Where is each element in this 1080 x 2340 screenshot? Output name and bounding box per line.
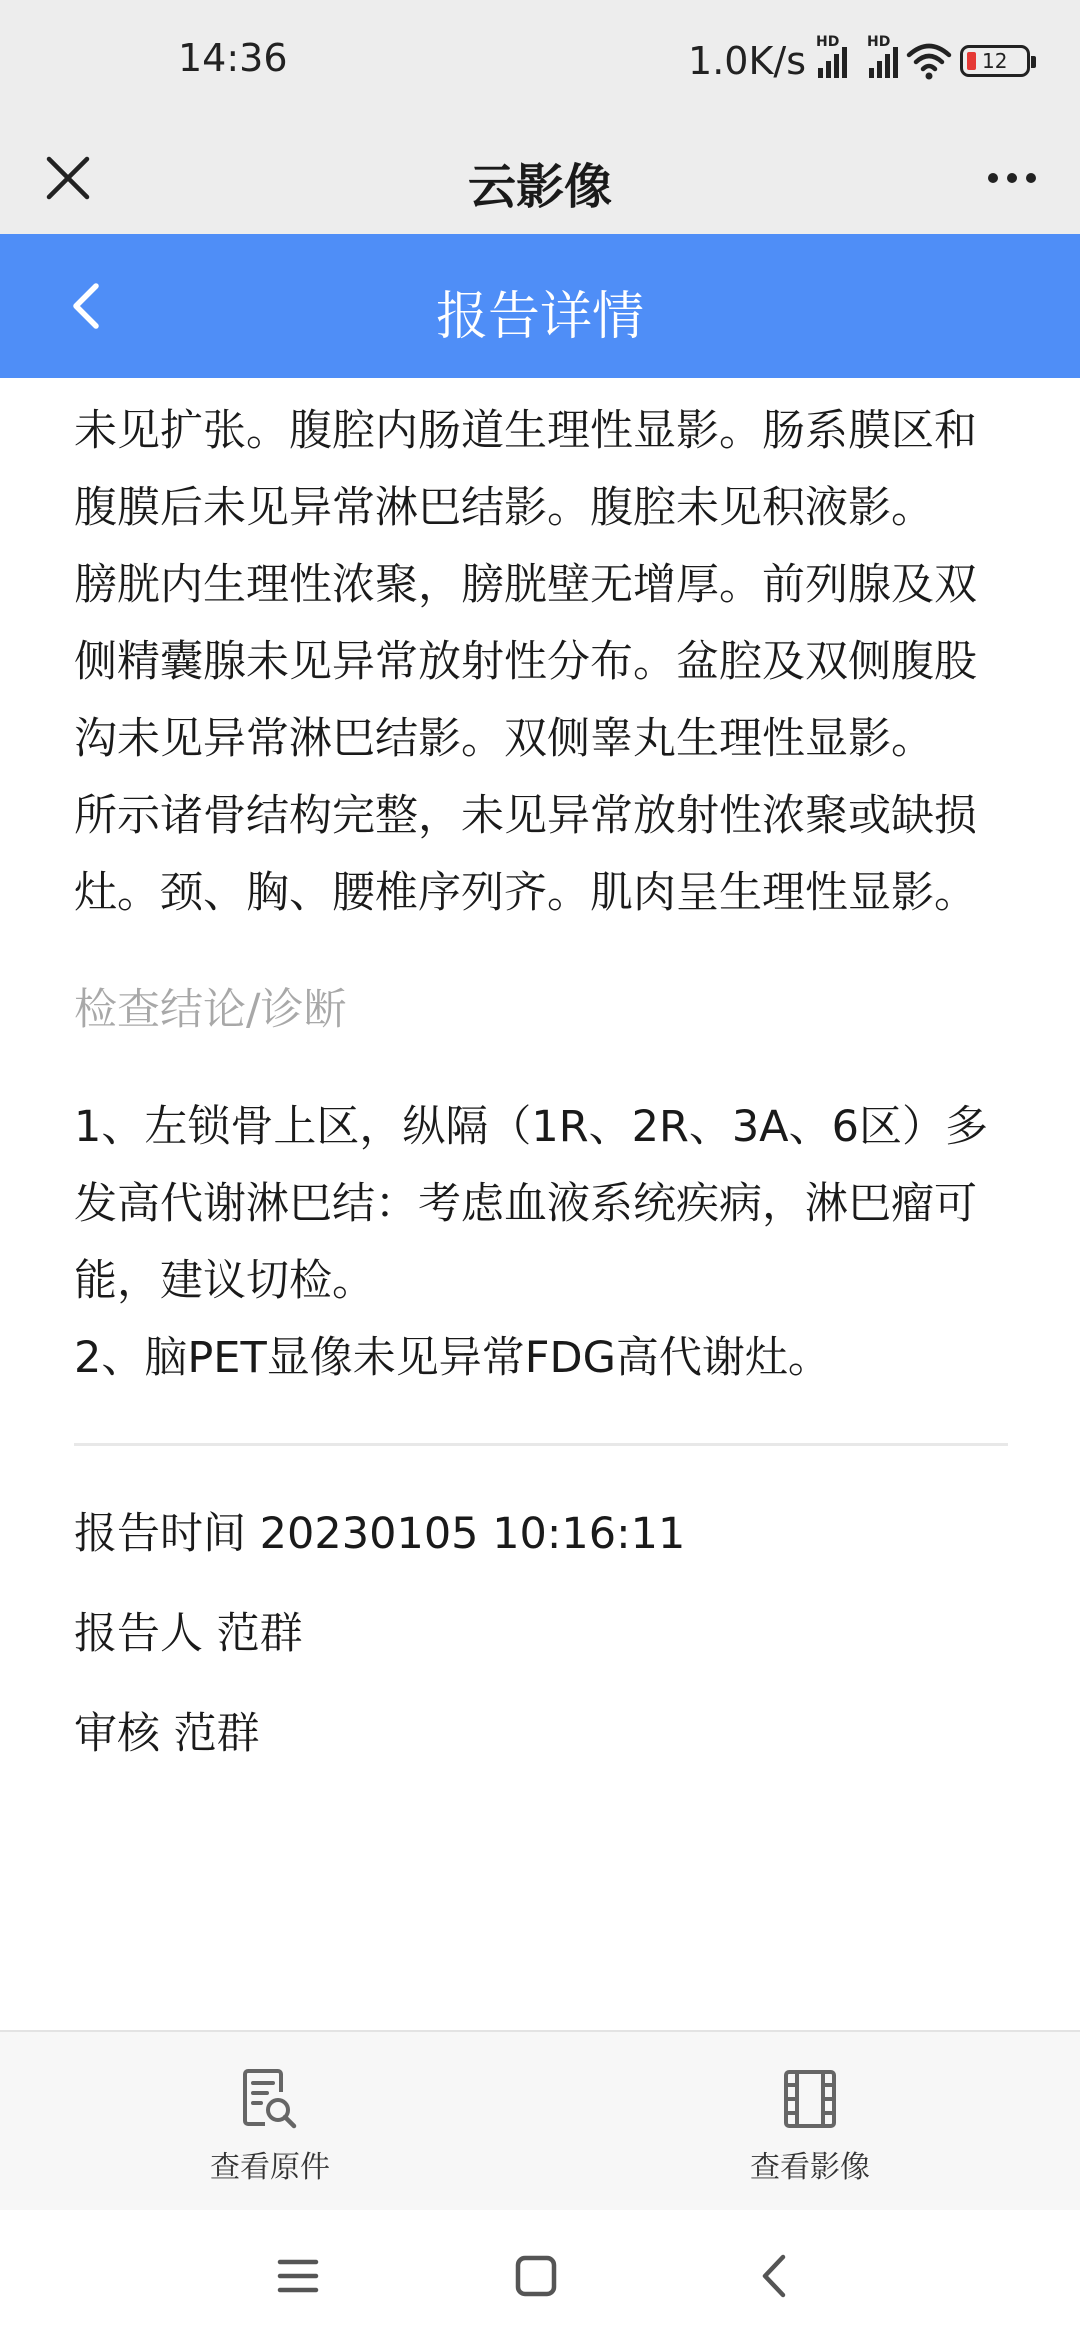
film-icon — [781, 2068, 839, 2130]
reviewer — [74, 1704, 1014, 1764]
divider — [74, 1443, 1008, 1446]
recents-button[interactable] — [266, 2244, 330, 2308]
system-back-button[interactable] — [742, 2244, 806, 2308]
battery-fill — [967, 52, 976, 70]
report-time — [74, 1504, 1014, 1564]
system-nav-bar — [0, 2210, 1080, 2340]
status-time: 14:36 — [178, 36, 288, 80]
conclusion-item: 2、脑PET显像未见异常FDG高代谢灶。 — [74, 1333, 831, 1383]
reporter — [74, 1604, 1014, 1664]
findings-paragraph: 未见扩张。腹腔内肠道生理性显影。肠系膜区和腹膜后未见异常淋巴结影。腹腔未见积液影。 — [74, 406, 977, 533]
status-bar — [0, 0, 1080, 122]
signal-icon: HD — [869, 44, 898, 78]
web-title: 云影像 — [467, 159, 612, 215]
view-images-label: 查看影像 — [750, 2150, 870, 2185]
wifi-icon — [906, 41, 952, 81]
findings-paragraph: 所示诸骨结构完整，未见异常放射性浓聚或缺损灶。颈、胸、腰椎序列齐。肌肉呈生理性显影。 — [74, 791, 977, 918]
home-button[interactable] — [504, 2244, 568, 2308]
conclusion-item: 1、左锁骨上区，纵隔（1R、2R、3A、6区）多发高代谢淋巴结：考虑血液系统疾病，淋巴瘤可能，建议切检。 — [74, 1102, 988, 1306]
conclusion-list — [74, 1089, 1014, 1397]
reviewer-label: 审核 — [74, 1709, 160, 1759]
battery-icon — [960, 45, 1030, 77]
report-time-label: 报告时间 — [74, 1509, 246, 1559]
reporter-value: 范群 — [216, 1609, 303, 1659]
conclusion-label: 检查结论/诊断 — [74, 985, 347, 1035]
reviewer-value: 范群 — [173, 1709, 260, 1759]
view-images-button[interactable] — [660, 2068, 960, 2186]
page-title: 报告详情 — [435, 287, 644, 347]
reporter-label: 报告人 — [74, 1609, 203, 1659]
status-indicators — [688, 36, 1030, 86]
signal-icon: HD — [818, 44, 847, 78]
menu-icon — [276, 2256, 320, 2296]
network-speed: 1.0K/s — [688, 39, 806, 83]
view-original-label: 查看原件 — [210, 2150, 330, 2185]
back-icon — [757, 2253, 791, 2299]
report-content[interactable] — [0, 378, 1080, 2030]
home-icon — [514, 2254, 558, 2298]
view-original-button[interactable] — [120, 2068, 420, 2186]
report-body — [74, 378, 1014, 1764]
web-nav-bar — [0, 122, 1080, 234]
more-icon — [988, 173, 998, 183]
page-header — [0, 234, 1080, 378]
document-search-icon — [241, 2068, 299, 2130]
report-time-value: 20230105 10:16:11 — [259, 1509, 686, 1559]
battery-level: 12 — [982, 49, 1008, 73]
findings-paragraph: 膀胱内生理性浓聚，膀胱壁无增厚。前列腺及双侧精囊腺未见异常放射性分布。盆腔及双侧腹股沟未见异常淋巴结影。双侧睾丸生理性显影。 — [74, 560, 977, 764]
action-bar — [0, 2030, 1080, 2210]
more-button[interactable] — [974, 142, 1050, 214]
